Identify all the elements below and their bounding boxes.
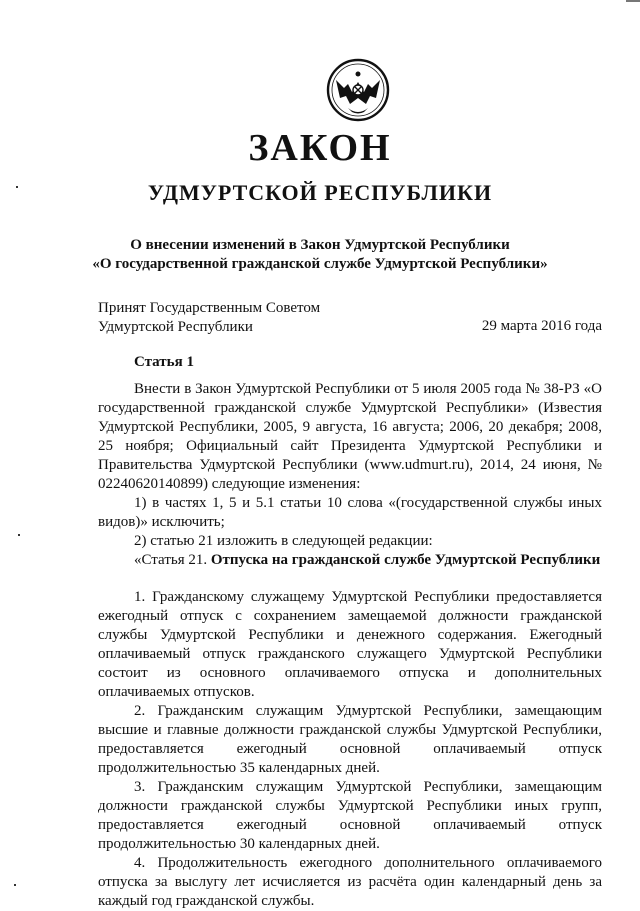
document-body bbox=[98, 380, 602, 911]
document-title bbox=[0, 236, 640, 274]
paragraph: 1. Гражданскому служащему Удмуртской Республики предоставляется ежегодный отпуск с сохранением замещаемой должности гражданской службы Удмуртской Республики и денежного содержания. Ежегодный оплачиваемый отпуск гражданского служащего Удмуртской Республики состоит из основного оплачиваемого отпуска и дополнительных оплачиваемых отпусков. bbox=[98, 589, 602, 700]
law-title: ЗАКОН bbox=[248, 127, 392, 169]
paragraph: 2) статью 21 изложить в следующей редакции: bbox=[134, 533, 433, 549]
republic-title: УДМУРТСКОЙ РЕСПУБЛИКИ bbox=[147, 180, 493, 205]
article-21-prefix: «Статья 21. bbox=[134, 552, 211, 568]
paragraph: 1) в частях 1, 5 и 5.1 статьи 10 слова «(государственной службы иных видов)» исключить; bbox=[98, 495, 602, 530]
article-21-heading bbox=[98, 551, 602, 570]
paragraph: 3. Гражданским служащим Удмуртской Республики, замещающим должности гражданской службы Удмуртской Республики иных групп, предоставляется ежегодный основной оплачиваемый отпуск продолжительностью 30 календарных дней. bbox=[98, 779, 602, 852]
document-title-line: «О государственной гражданской службе Удмуртской Республики» bbox=[92, 256, 548, 272]
article-21-title: Отпуска на гражданской службе Удмуртской Республики bbox=[210, 552, 601, 568]
scan-dot bbox=[18, 534, 20, 536]
adopted-line: Принят Государственным Советом bbox=[98, 300, 321, 316]
paragraph: 2. Гражданским служащим Удмуртской Республики, замещающим высшие и главные должности гражданской службы Удмуртской Республики, предоставляется ежегодный основной оплачиваемый отпуск продолжительностью 35 календарных дней. bbox=[98, 703, 602, 776]
adopted-line: Удмуртской Республики bbox=[98, 319, 253, 335]
adoption-date: 29 марта 2016 года bbox=[481, 318, 602, 334]
paragraph: 4. Продолжительность ежегодного дополнительного оплачиваемого отпуска за выслугу лет исчисляется из расчёта один календарный день за каждый год гражданской службы. bbox=[98, 855, 602, 909]
scan-dot bbox=[14, 884, 16, 886]
adopted-by bbox=[98, 299, 320, 337]
article-heading: Статья 1 bbox=[134, 354, 194, 370]
document-title-line: О внесении изменений в Закон Удмуртской Республики bbox=[130, 237, 510, 253]
paragraph: Внести в Закон Удмуртской Республики от 5 июля 2005 года № 38-РЗ «О государственной гражданской службе Удмуртской Республики» (Известия Удмуртской Республики, 2005, 9 августа, 16 августа; 2006, 20 декабря; 2008, 25 ноября; Официальный сайт Президента Удмуртской Республики и Правительства Удмуртской Республики (www.udmurt.ru), 2014, 24 июня, № 02240620140899) следующие изменения: bbox=[98, 381, 602, 492]
scan-mark bbox=[626, 0, 640, 2]
udmurt-coat-of-arms-icon bbox=[326, 58, 390, 122]
